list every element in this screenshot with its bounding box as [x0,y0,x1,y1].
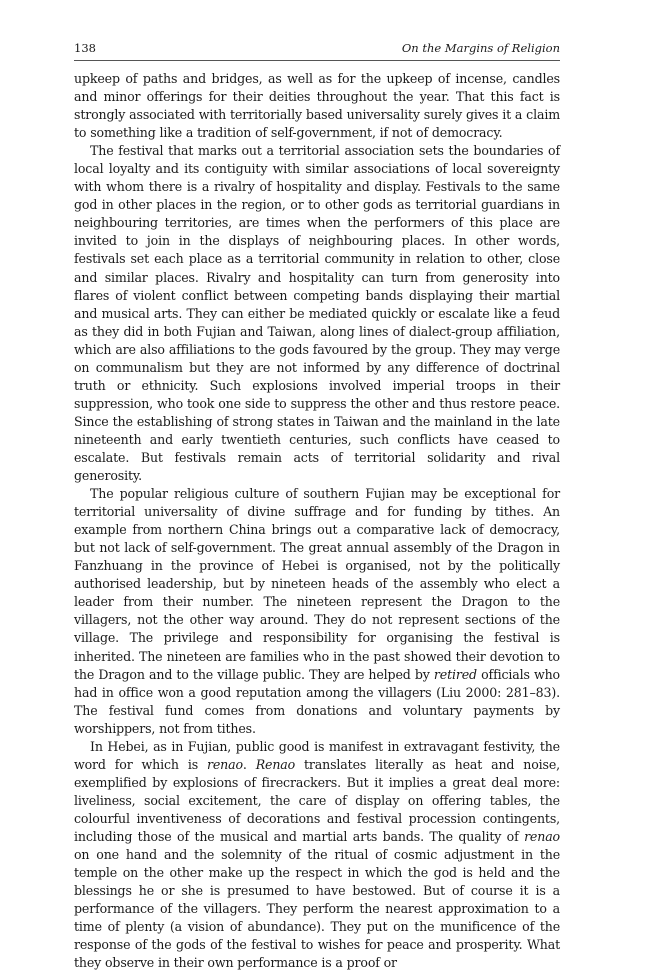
italic-term: retired [433,666,477,682]
text-run: The festival that marks out a territorial association sets the boundaries of local loyalty and its contiguity with similar associations of local sovereignty with whom there is a rivalry of hospitality and display. Festivals to the same god in other places in the region, or to other gods as territorial guardians in neighbouring territories, are times when the performers of this place are invited to join in the displays of neighbouring places. In other words, festivals set each place as a territorial community in relation to other, close and similar places. Rivalry and hospitality can turn from generosity into flares of violent conflict between competing bands displaying their martial and musical arts. They can either be mediated quickly or escalate like a feud as they did in both Fujian and Taiwan, along lines of dialect-group affiliation, which are also affiliations to the gods favoured by the group. They may verge on communalism but they are not informed by any difference of doctrinal truth or ethnicity. Such explosions involved imperial troops in their suppression, who took one side to suppress the other and thus restore peace. Since the establishing of strong states in Taiwan and the mainland in the late nineteenth and early twentieth centuries, such conflicts have ceased to escalate. But festivals remain acts of territorial solidarity and rival generosity. [74,143,560,484]
paragraph [74,70,560,142]
body-text [74,70,560,972]
text-run: . [242,756,256,772]
text-run: on one hand and the solemnity of the ritual of cosmic adjustment in the temple on the other make up the respect in which the god is held and the blessings he or she is presumed to have bestowed. But of course it is a performance of the villagers. They perform the nearest approximation to a time of plenty (a vision of abundance). They put on the munificence of the response of the gods of the festival to wishes for peace and prosperity. What they observe in their own performance is a proof or [74,847,560,971]
running-title: On the Margins of Religion [401,41,560,55]
paragraph [74,738,560,973]
page-number: 138 [74,41,96,55]
text-run: upkeep of paths and bridges, as well as for the upkeep of incense, candles and minor offerings for their deities throughout the year. That this fact is strongly associated with territorially based universality surely gives it a claim to something like a tradition of self-government, if not of democracy. [74,71,560,141]
text-run: The popular religious culture of southern Fujian may be exceptional for territorial universality of divine suffrage and for funding by tithes. An example from northern China brings out a comparative lack of democracy, but not lack of self-government. The great annual assembly of the Dragon in Fanzhuang in the province of Hebei is organised, not by the politically authorised leadership, but by nineteen heads of the assembly who elect a leader from their number. The nineteen represent the Dragon to the villagers, not the other way around. They do not represent sections of the village. The privilege and responsibility for organising the festival is inherited. The nineteen are families who in the past showed their devotion to the Dragon and to the village public. They are helped by [74,486,560,682]
paragraph [74,485,560,738]
italic-term: Renao [255,756,296,772]
text-run: officials who had in office won a good reputation among the villagers (Liu 2000: 281–83). The festival fund comes from donations and voluntary payments by worshippers, not from tithes. [74,666,560,736]
italic-term: renao [206,756,243,772]
text-run: translates literally as heat and noise, exemplified by explosions of firecrackers. But it implies a great deal more: liveliness, social excitement, the care of display on offering tables, the colourful inventiveness of decorations and festival procession contingents, including those of the musical and martial arts bands. The quality of [74,756,560,844]
header-rule [74,60,560,61]
paragraph [74,142,560,485]
italic-term: renao [524,828,560,844]
running-header [74,40,560,56]
text-run: In Hebei, as in Fujian, public good is manifest in extravagant festivity, the word for which is [74,738,560,772]
